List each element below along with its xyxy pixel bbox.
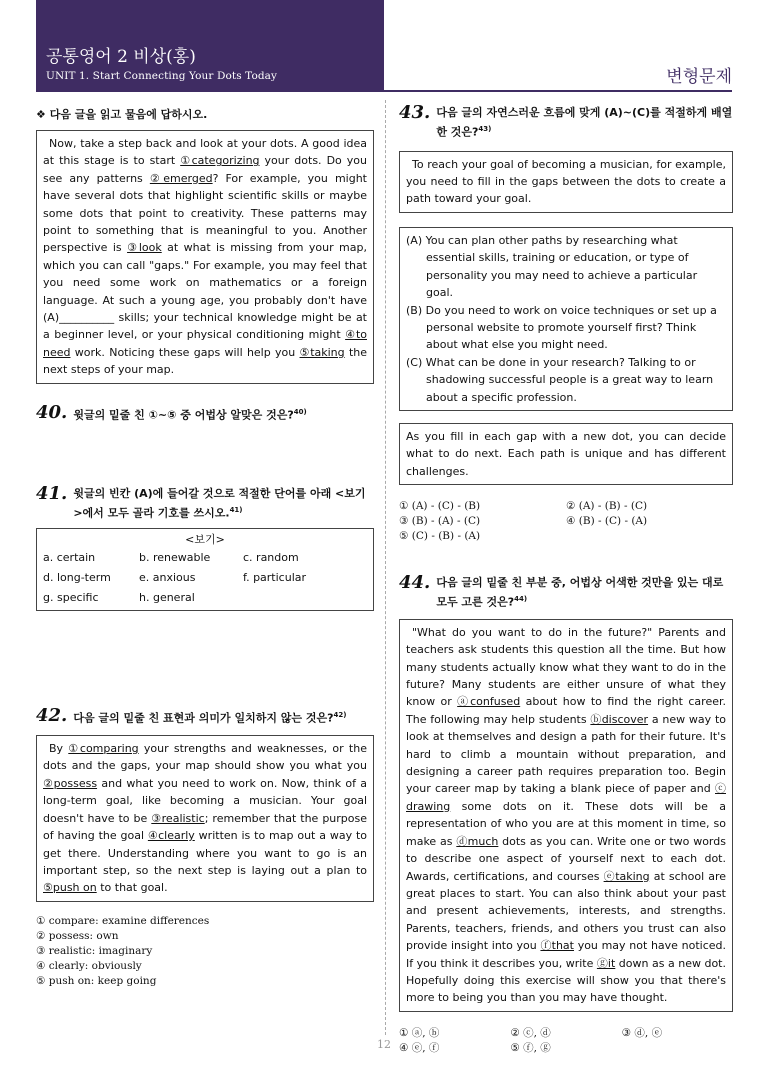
passage-text: written is to map out a way to get there. Understanding where you want to go is an important step, so the next step is laying out a plan to [43,829,368,877]
footnote-ref: 43) [478,125,492,133]
passage-text: to that goal. [96,881,168,895]
passage-text: the next steps of your map. [43,345,367,377]
answer-choice[interactable]: ③ ⓓ, ⓔ [621,1026,663,1039]
answer-choice[interactable]: ① (A) - (C) - (B) [399,500,481,513]
answer-choices-42 [36,914,374,989]
underlined-word: ③look [127,241,162,255]
answer-choice[interactable]: ⑤ (C) - (B) - (A) [399,530,481,543]
footnote-ref: 44) [514,595,528,604]
footnote-ref: 40) [293,407,307,416]
passage-text: at school are great places to start. You can also think about your past and present achievements, interests, and strengths. Parents, teachers, friends, and others you trust can also provide insight into you [406,869,726,953]
answer-choice[interactable]: ③ (B) - (A) - (C) [399,515,481,528]
bogi-option: h. general [139,591,195,605]
passage-44 [399,619,733,1012]
underlined-word: ④clearly [147,829,195,843]
answer-choice[interactable]: ① ⓐ, ⓑ [399,1026,440,1039]
diamond-bullet-icon: ❖ [36,108,46,121]
order-item-c: (C) What can be done in your research? Talking to or shadowing successful people is a great way to learn about a specific profession. [406,355,714,404]
instruction-text: 다음 글을 읽고 물음에 답하시오. [49,108,208,121]
answer-choice[interactable]: ④ ⓔ, ⓕ [399,1041,440,1054]
passage-text: Now, take a step back and look at your dots. A good idea at this stage is to start [43,137,367,168]
answer-choice[interactable]: ① compare: examine differences [36,914,210,927]
answer-choice[interactable]: ⑤ ⓕ, ⓖ [510,1041,551,1054]
underlined-word: ①comparing [68,742,139,756]
bogi-option: a. certain [43,551,96,565]
passage-42 [36,735,374,902]
passage-text: at what is missing from your map, which you can call "gaps." For example, you may feel that you need some work on mathematics or a foreign language. At such a young age, you probably don't have (A) [43,241,367,325]
footnote-ref: 42) [333,711,347,720]
passage-text: down as a new dot. Hopefully doing this exercise will show you that there's more to being you than you may have thought. [406,956,726,1005]
underlined-word: ⓑdiscover [590,712,649,726]
question-stem: 윗글의 밑줄 친 ①~⑤ 중 어법상 알맞은 것은? [73,408,294,422]
passage-text: dots as you can. Write one or two words to describe one aspect of yourself next to each dot. Awards, certifications, and courses [406,834,726,883]
question-stem: 다음 글의 밑줄 친 부분 중, 어법상 어색한 것만을 있는 대로 모두 고른 것은? [436,576,724,609]
passage-text: your strengths and weaknesses, or the dots and the gaps, your map should show you what you [43,742,367,773]
bogi-option: c. random [243,551,299,565]
bogi-option: e. anxious [139,571,196,585]
question-stem: 다음 글의 자연스러운 흐름에 맞게 (A)~(C)를 적절하게 배열한 것은? [436,106,733,139]
question-stem: 다음 글의 밑줄 친 표현과 의미가 일치하지 않는 것은? [73,712,334,726]
order-item-b: (B) Do you need to work on voice techniques or set up a personal website to promote yourself first? Think about what else you might need. [406,303,717,352]
answer-choice[interactable]: ④ (B) - (C) - (A) [566,515,648,528]
underlined-word: ②emerged [149,171,213,185]
header-right-label: 변형문제 [666,67,732,87]
passage-text: about how to find the right career. The following may help students [406,695,726,726]
answer-choice[interactable]: ③ realistic: imaginary [36,944,153,957]
question-text [436,104,733,141]
question-number: 43. [399,102,431,123]
underlined-word: ⓖit [596,956,616,970]
underlined-word: ⓕthat [540,939,574,953]
underlined-word: ④to need [43,328,367,359]
blank-a: __________ [59,311,115,325]
underlined-word: ③realistic [151,811,205,825]
question-text [436,574,733,611]
passage-text: "What do you want to do in the future?" Parents and teachers ask students this question all the time. But how many students actually know what they want to do in the future? Many students are either unsure of what they know or [406,625,726,709]
question-stem: 윗글의 빈칸 (A)에 들어갈 것으로 적절한 단어를 아래 <보기>에서 모두 골라 기호를 쓰시오. [73,487,366,520]
question-text [73,485,374,522]
bogi-options [41,548,369,608]
header-band [36,0,384,90]
passage-text: skills; your technical knowledge might be at a beginner level, or your physical conditioning might [43,311,367,342]
header-title: 공통영어 2 비상(홍) [46,47,196,67]
question-number: 42. [36,705,68,727]
question-number: 40. [36,401,68,423]
question-41 [36,485,374,522]
passage-text: To reach your goal of becoming a musician, for example, you need to fill in the gaps between the dots to create a path toward your goal. [406,157,726,206]
underlined-word: ①categorizing [180,154,260,168]
question-43 [399,104,733,141]
underlined-word: ⓐconfused [457,695,521,709]
passage-1 [36,130,374,384]
underlined-word: ⓒ drawing [406,782,726,813]
bogi-box [36,528,374,611]
passage-43-outro [399,423,733,485]
question-40 [36,401,374,424]
passage-text: a new way to look at themselves and design a path for their future. It's hard to climb a mountain without preparation, and designing a career path requires preparation too. Begin your career map by taking a blank piece of paper and [406,712,726,796]
right-column [399,104,733,1056]
question-text [73,707,346,727]
question-42 [36,707,374,727]
bogi-title: <보기> [185,533,225,546]
question-44 [399,574,733,611]
header-rule [36,90,732,92]
bogi-option: b. renewable [139,551,211,565]
answer-choices-43 [399,499,733,544]
underlined-word: ②possess [43,776,98,790]
bogi-option: g. specific [43,591,99,605]
page-number: 12 [377,1038,391,1051]
question-text [73,404,306,424]
question-number: 41. [36,483,68,505]
passage-text: ? For example, you might have several dots that highlight scientific skills or maybe some dots that point to creativity. These patterns may point to something that is meaningful to you. Another perspective is [43,171,367,255]
passage-text: some dots on it. These dots will be a representation of who you are at this moment in time, so make as [406,799,726,848]
answer-choice[interactable]: ② possess: own [36,929,119,942]
column-divider [385,100,386,1035]
left-column [36,104,374,989]
bogi-option: f. particular [243,571,307,585]
answer-choice[interactable]: ② ⓒ, ⓓ [510,1026,551,1039]
passage-text: work. Noticing these gaps will help you [70,345,300,359]
underlined-word: ⓔtaking [603,869,650,883]
passage-text: and what you need to work on. Now, think of a long-term goal, like becoming a musician. Your goal doesn't have to be [43,776,368,825]
passage-text: you may not have noticed. If you think it describes you, write [406,939,727,970]
passage-text: By [49,742,69,756]
passage-text: ; remember that the purpose of having the goal [43,811,368,843]
passage-43-intro [399,151,733,213]
answer-choice[interactable]: ⑤ push on: keep going [36,974,157,987]
answer-choice[interactable]: ④ clearly: obviously [36,959,142,972]
passage-text: your dots. Do you see any patterns [43,154,367,185]
underlined-word: ⑤taking [299,345,345,359]
header-subtitle: UNIT 1. Start Connecting Your Dots Today [46,70,278,82]
question-number: 44. [399,572,431,594]
underlined-word: ⑤push on [43,881,97,895]
footnote-ref: 41) [229,506,243,515]
answer-choice[interactable]: ② (A) - (B) - (C) [566,500,648,513]
underlined-word: ⓓmuch [456,834,499,848]
passage-text: As you fill in each gap with a new dot, you can decide what to do next. Each path is unique and has different challenges. [406,429,726,478]
passage-43-items [399,227,733,411]
order-item-a: (A) You can plan other paths by researching what essential skills, training or education, or type of personality you may need to achieve a particular goal. [406,233,698,300]
instruction [36,106,374,122]
bogi-option: d. long-term [43,571,111,585]
